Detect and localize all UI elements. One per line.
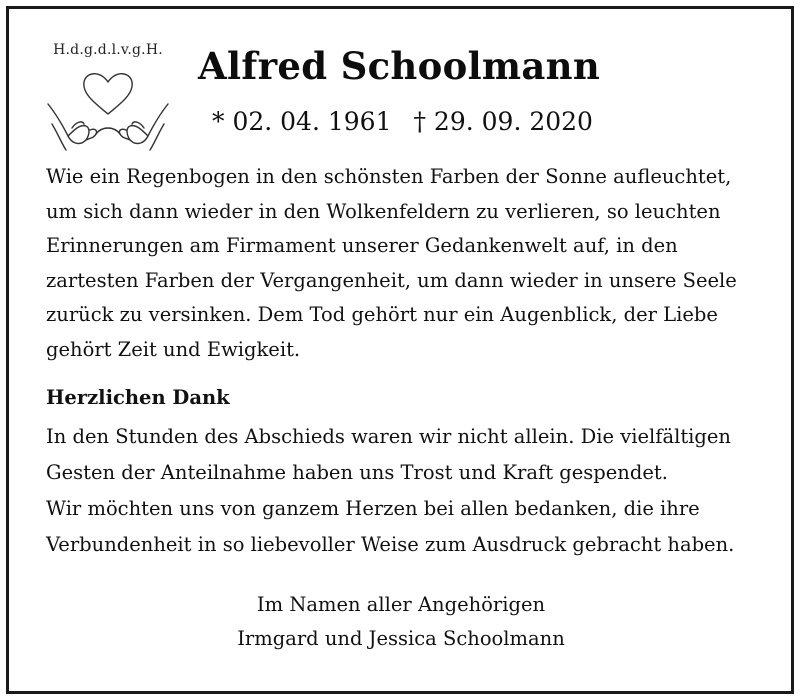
signoff — [0, 588, 800, 656]
poem — [46, 160, 766, 367]
thanks-line: Wir möchten uns von ganzem Herzen bei allen bedanken, die ihre — [46, 496, 700, 520]
thanks-line: Gesten der Anteilnahme haben uns Trost und Kraft gespendet. — [46, 460, 668, 484]
heart-hands-icon — [46, 64, 170, 152]
poem-line: gehört Zeit und Ewigkeit. — [46, 337, 301, 361]
life-dates — [212, 107, 593, 136]
birth-date: * 02. 04. 1961 — [212, 107, 392, 136]
thanks-line: In den Stunden des Abschieds waren wir nicht allein. Die vielfältigen — [46, 424, 731, 448]
signoff-line-1: Im Namen aller Angehörigen — [256, 593, 546, 616]
poem-line: zartesten Farben der Vergangenheit, um dann wieder in unsere Seele — [46, 268, 737, 292]
deceased-name: Alfred Schoolmann — [198, 44, 601, 88]
poem-line: zurück zu versinken. Dem Tod gehört nur ein Augenblick, der Liebe — [46, 303, 718, 326]
poem-line: Erinnerungen am Firmament unserer Gedankenwelt auf, in den — [46, 234, 678, 257]
thanks-line: Verbundenheit in so liebevoller Weise zum Ausdruck gebracht haben. — [46, 532, 735, 556]
thanks-text — [46, 419, 766, 563]
emblem-abbreviation: H.d.g.d.l.v.g.H. — [53, 42, 163, 58]
emblem — [38, 42, 178, 152]
thanks-heading: Herzlichen Dank — [46, 386, 230, 409]
signoff-line-2: Irmgard und Jessica Schoolmann — [237, 627, 565, 650]
poem-line: Wie ein Regenbogen in den schönsten Farben der Sonne aufleuchtet, — [46, 165, 732, 188]
poem-line: um sich dann wieder in den Wolkenfeldern zu verlieren, so leuchten — [46, 199, 721, 223]
death-date: † 29. 09. 2020 — [413, 107, 593, 136]
obituary-body — [46, 160, 766, 563]
